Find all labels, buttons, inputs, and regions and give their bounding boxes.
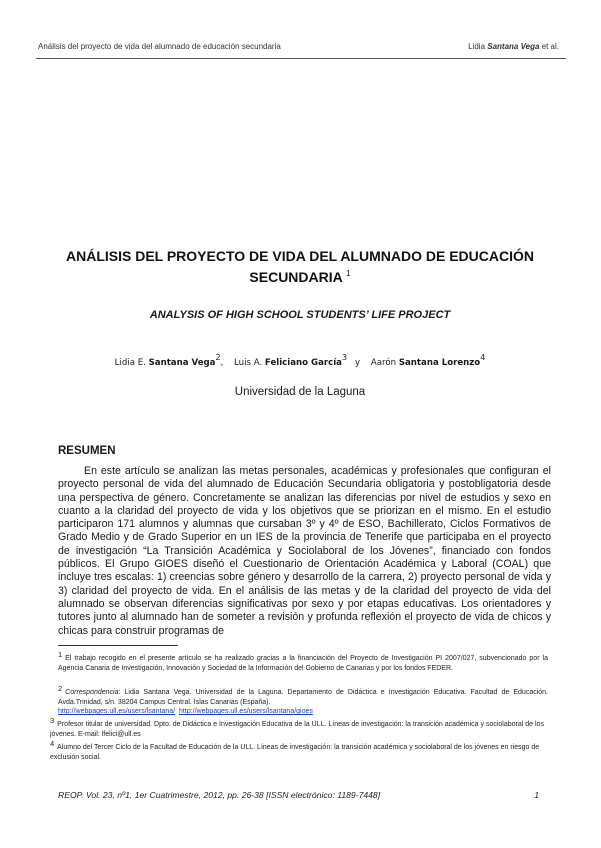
- author-2-mark: 3: [341, 353, 348, 362]
- footnote-rule: [58, 645, 178, 646]
- title-line-1: ANÁLISIS DEL PROYECTO DE VIDA DEL ALUMNADO DE EDUCACIÓN: [65, 248, 534, 264]
- author-3: Aarón Santana Lorenzo$^4$: [370, 353, 486, 368]
- resumen-text: En este artículo se analizan las metas personales, académicas y profesionales que configuran el proyecto personal de vida del alumnado de Educación Secundaria obligatoria y postobligatoria desde una perspectiva de género. Concretamente se analizan las diferencias por nivel de estudios y sexo en cuanto a la claridad del proyecto de vida y los objetivos que se priorizan en el mismo. En el estudio participaron 171 alumnos y alumnas que cursaban 3º y 4º de ESO, Bachillerato, Ciclos Formativos de Grado Medio y de Grado Superior en un IES de la provincia de Tenerife que participaba en el proyecto de investigación “La Transición Académica y Sociolaboral de los Jóvenes”, financiado con fondos públicos. El Grupo GIOES diseñó el Cuestionario de Orientación Académica y Laboral (COAL) que incluye tres escalas: 1) creencias sobre género y desarrollo de la carrera, 2) proyecto personal de vida y 3) claridad del proyecto de vida. En el análisis de las metas y de la claridad del proyecto de vida del alumnado se observan diferencias significativas por sexo y por etapas educativas. Los orientadores y tutores junto al alumnado han de someter a revisión y profunda reflexión el proyecto de vida de chicos y chicas para construir programas de: [58, 465, 551, 637]
- affiliation: Universidad de la Laguna: [234, 386, 366, 398]
- author-1-mark: 2: [215, 353, 221, 362]
- footnote-2-link-2[interactable]: http://webpages.ull.es/users/lsantana/gioes: [179, 708, 313, 716]
- page-number: 1: [534, 790, 539, 800]
- footnote-3: $^3$ Profesor titular de universidad. Dpto. de Didáctica e Investigación Educativa de la ULL. Líneas de investigación: la transición académica y sociolaboral de los jóvenes. E-mail: lfelici@ull.es: [50, 716, 544, 738]
- header-author-family: Santana Vega: [487, 42, 540, 51]
- article-title: [60, 248, 540, 286]
- title-footnote-mark: 1: [346, 269, 351, 278]
- footnote-1: $^1$ El trabajo recogido en el presente artículo se ha realizado gracias a la financiación del Proyecto de Investigación PI 2007/027, subvencionado por la Agencia Canaria de Investigación, Innovación y Sociedad de la Información del Gobierno de Canarias y por los fondos FEDER.: [58, 650, 548, 672]
- header-author-given: Lidia: [468, 42, 486, 51]
- title-line-2: [60, 265, 540, 286]
- header-et-al: et al.: [541, 42, 559, 51]
- footnote-4: $^4$ Alumno del Tercer Ciclo de la Facultad de Educación de la ULL. Líneas de investigación: la transición académica y sociolaboral de los jóvenes en riesgo de exclusión social.: [50, 739, 540, 761]
- author-1: Lidia E. Santana Vega$^2$,: [114, 353, 224, 368]
- footnote-2: $^2$ Correspondencia: Lidia Santana Vega. Universidad de la Laguna. Departamento de Didáctica e Investigación Educativa. Facultad de Educación. Avda.Trinidad, s/n. 38204 Campus Central. Islas Canarias (España). http://webpages.ull.es/users/lsantana/ http://webpages.ull.es/users/lsantana/gioes: [58, 684, 548, 716]
- footnote-2-link-1[interactable]: http://webpages.ull.es/users/lsantana/: [58, 708, 176, 716]
- author-2: Luis A. Feliciano García$^3$y: [234, 353, 361, 368]
- title-line-2-text: SECUNDARIA: [249, 269, 343, 285]
- running-header-authors: [468, 42, 559, 51]
- running-header-title: Análisis del proyecto de vida del alumnado de educación secundaria: [38, 42, 281, 51]
- resumen-heading: RESUMEN: [58, 445, 116, 457]
- english-title: ANALYSIS OF HIGH SCHOOL STUDENTS’ LIFE PROJECT: [149, 309, 451, 321]
- journal-citation: REOP. Vol. 23, nº1, 1er Cuatrimestre, 2012, pp. 26-38 [ISSN electrónico: 1189-7448]: [58, 790, 381, 800]
- author-3-mark: 4: [480, 353, 486, 362]
- header-rule: [36, 58, 566, 59]
- author-list: [40, 353, 560, 368]
